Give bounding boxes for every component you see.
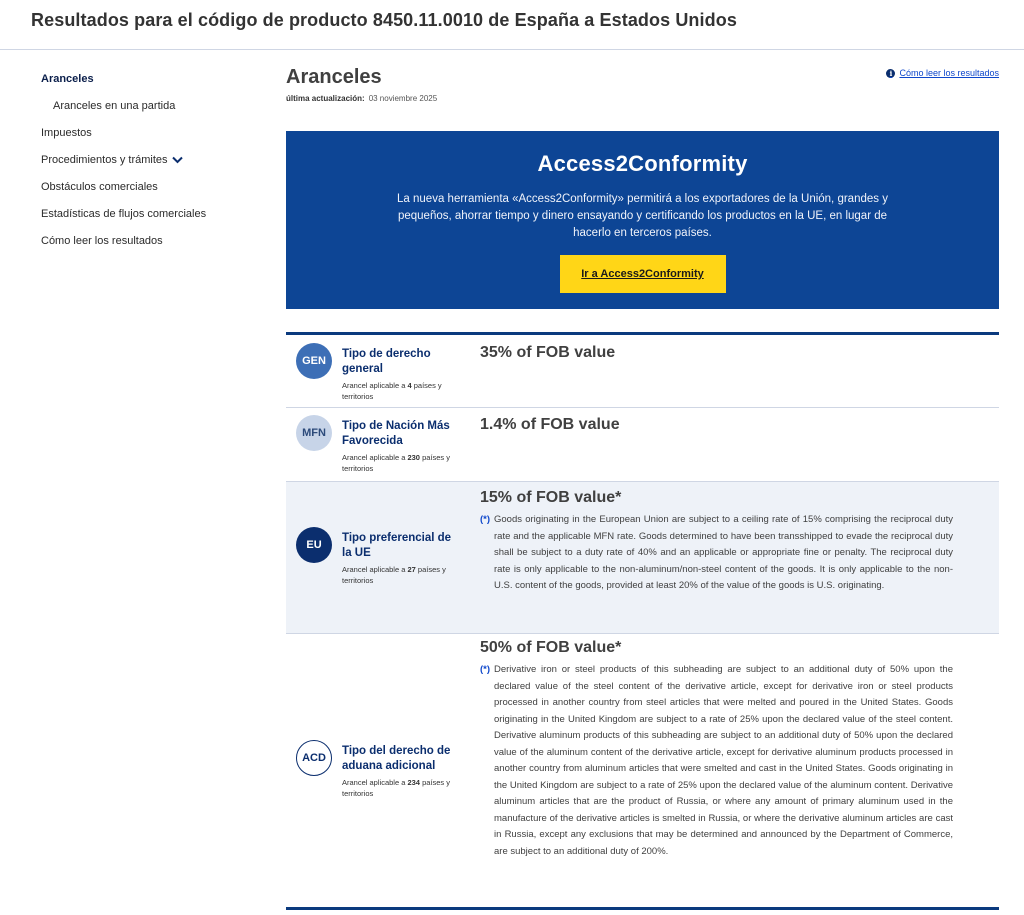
rate-value: 50% of FOB value* [480, 639, 622, 656]
info-icon: i [886, 69, 895, 78]
rate-applicability: Arancel aplicable a 230 países y territorios [342, 453, 450, 473]
rate-row-gen [286, 335, 999, 408]
last-updated-label: última actualización: [286, 94, 365, 103]
sidebar-item-obstaculos[interactable] [41, 180, 261, 207]
rate-value: 35% of FOB value [480, 344, 616, 361]
sidebar-item-aranceles-partida[interactable] [41, 99, 261, 126]
rate-label [342, 744, 462, 799]
sidebar-item-procedimientos[interactable] [41, 153, 261, 180]
rate-name: Tipo del derecho de aduana adicional [342, 745, 451, 772]
rate-label [342, 347, 462, 402]
chevron-down-icon[interactable] [172, 154, 183, 168]
sidebar-item-label: Estadísticas de flujos comerciales [41, 208, 207, 220]
footnote-text: Derivative iron or steel products of this subheading are subject to an additional duty of 50% upon the declared value of the steel content of the derivative article, except for derivative iron or steel products processed in another country from steel articles that were melted and poured in the United States. Goods originating in the United Kingdom are subject to a rate of 25% upon the declared value of the steel content. Derivative aluminum products of this subheading are subject to an additional duty of 50% upon the declared value of the aluminum content of the derivative article, except for derivative aluminum products processed in another country from aluminum articles that were smelted and cast in the United States. Goods originating in the United Kingdom are subject to a rate of 25% upon the declared value of the aluminum content. Derivative aluminum articles that are the product of Russia, or where any amount of primary aluminum used in the manufacture of the derivative articles is smelted in Russia, or where the derivative aluminum articles are cast in Russia, except any exclusions that may be determined and announced by the Department of Commerce, are subject to an additional duty of 200%. [494, 664, 953, 857]
eu-badge: EU [296, 527, 332, 563]
last-updated-date: 03 noviembre 2025 [368, 94, 438, 103]
page-title: Resultados para el código de producto 8450.11.0010 de España a Estados Unidos [31, 10, 737, 30]
sidebar-item-como-leer[interactable] [41, 234, 261, 261]
footnote-mark: (*) [480, 514, 491, 525]
footnote-text: Goods originating in the European Union are subject to a ceiling rate of 15% comprising the reciprocal duty rate and the applicable MFN rate. Goods determined to have been transshipped to evade the reciprocal duty shall be subject to a duty rate of 40% and an applicable or appropriate fine or penalty. The reciprocal duty rate is only applicable to the non-aluminum/non-steel content of the goods. It is only applicable to the non-U.S. content of the goods, provided at least 20% of the value of the goods is U.S. originating. [494, 514, 953, 591]
rate-value-block [480, 416, 953, 434]
rate-row-eu [286, 482, 999, 634]
sidebar-item-label: Procedimientos y trámites [41, 154, 168, 166]
rate-value-block [480, 344, 953, 362]
main-content [286, 66, 999, 857]
rate-row-acd [286, 634, 999, 910]
rate-label [342, 419, 462, 474]
acd-badge: ACD [296, 740, 332, 776]
banner-title: Access2Conformity [537, 151, 748, 176]
sidebar-item-aranceles[interactable] [41, 72, 261, 99]
footnote-mark: (*) [480, 664, 491, 675]
how-to-read-link[interactable] [886, 68, 999, 78]
rate-value: 15% of FOB value* [480, 489, 622, 506]
section-title: Aranceles [286, 66, 382, 88]
rate-applicability: Arancel aplicable a 27 países y territorios [342, 565, 446, 585]
sidebar-item-impuestos[interactable] [41, 126, 261, 153]
rate-name: Tipo de Nación Más Favorecida [342, 420, 450, 447]
rate-footnote [480, 662, 953, 860]
how-to-read-label: Cómo leer los resultados [899, 68, 999, 78]
mfn-badge: MFN [296, 415, 332, 451]
banner-text: La nueva herramienta «Access2Conformity» permitirá a los exportadores de la Unión, grandes y pequeños, ahorrar tiempo y dinero ensayando y certificando los productos en la UE, en lugar de hacerlo en terceros países. [397, 193, 888, 239]
sidebar-item-estadisticas[interactable] [41, 207, 261, 234]
sidebar-item-label: Aranceles [41, 73, 94, 85]
rate-applicability: Arancel aplicable a 4 países y territorios [342, 381, 442, 401]
rate-name: Tipo de derecho general [342, 348, 431, 375]
rate-value-block [480, 639, 953, 860]
rate-label [342, 531, 462, 586]
rate-value: 1.4% of FOB value [480, 416, 620, 433]
last-updated [286, 94, 999, 103]
sidebar-item-label: Cómo leer los resultados [41, 235, 163, 247]
access2conformity-button[interactable]: Ir a Access2Conformity [560, 255, 726, 293]
gen-badge: GEN [296, 343, 332, 379]
rate-name: Tipo preferencial de la UE [342, 532, 452, 559]
rate-value-block [480, 489, 953, 595]
tariff-rates [286, 332, 999, 910]
page-header [0, 0, 1024, 50]
access2conformity-banner [286, 131, 999, 309]
sidebar-item-label: Aranceles en una partida [53, 100, 176, 112]
sidebar-nav [41, 72, 261, 261]
sidebar-item-label: Obstáculos comerciales [41, 181, 158, 193]
sidebar-item-label: Impuestos [41, 127, 92, 139]
rate-footnote [480, 512, 953, 595]
rate-row-mfn [286, 408, 999, 482]
rate-applicability: Arancel aplicable a 234 países y territorios [342, 778, 450, 798]
